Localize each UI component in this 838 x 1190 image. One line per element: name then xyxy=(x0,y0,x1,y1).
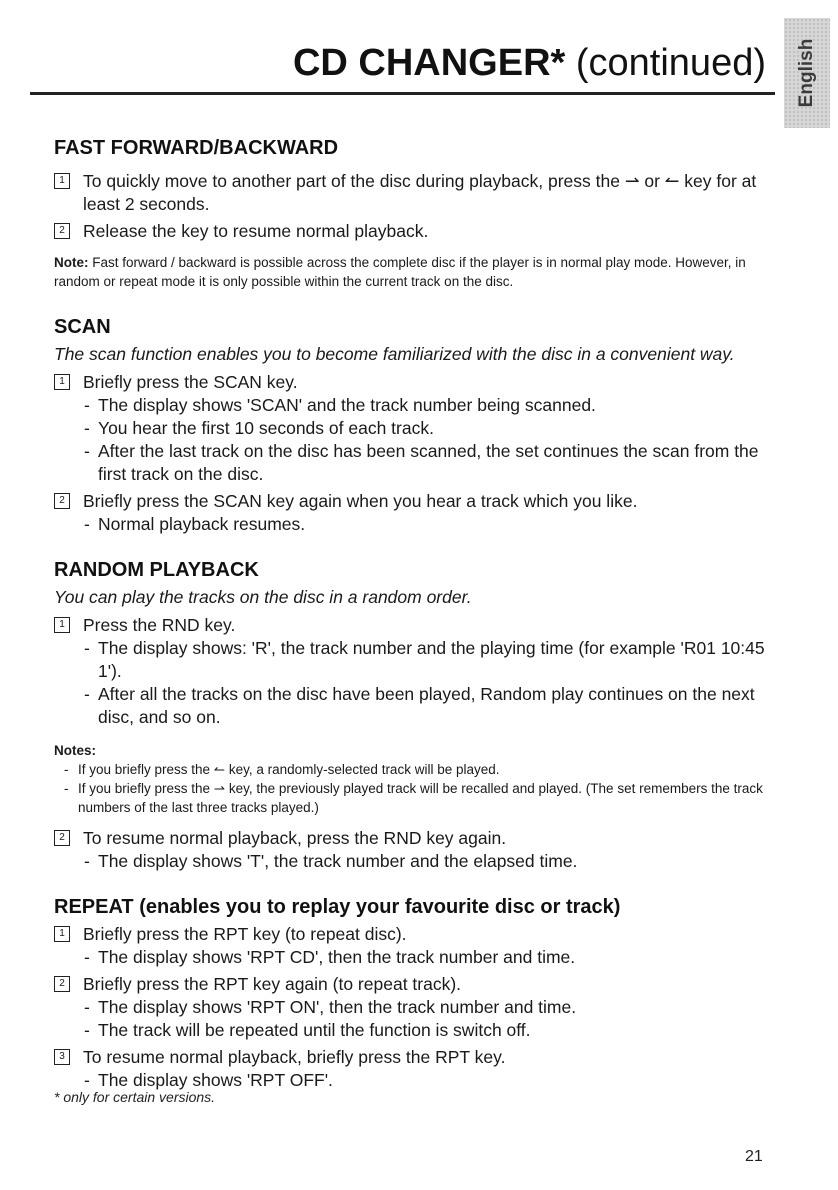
step-text: Briefly press the RPT key (to repeat disc). xyxy=(83,924,407,944)
fast-forward-heading: FAST FORWARD/BACKWARD xyxy=(54,137,339,159)
page-title xyxy=(293,42,766,85)
step-number-box: 1 xyxy=(54,926,70,942)
scan-step-2 xyxy=(54,490,774,513)
step-number-box: 2 xyxy=(54,976,70,992)
language-tab xyxy=(784,18,830,128)
repeat-step-1 xyxy=(54,923,774,946)
repeat-step-3-detail: - The display shows 'RPT OFF'. xyxy=(84,1070,333,1090)
repeat-step-2-detail: - The display shows 'RPT ON', then the track number and time. xyxy=(84,997,577,1017)
fast-forward-step-1 xyxy=(54,170,774,216)
random-note: - If you briefly press the ⇀ key, the previously played track will be recalled and played. (The set remembers the track numbers of the last three tracks played.) xyxy=(64,781,763,815)
repeat-step-1-detail: - The display shows 'RPT CD', then the track number and time. xyxy=(84,947,576,967)
note-label: Note: xyxy=(54,255,89,270)
detail-text: You hear the first 10 seconds of each track. xyxy=(98,418,434,438)
step-number-box: 2 xyxy=(54,830,70,846)
step-text: Briefly press the RPT key again (to repeat track). xyxy=(83,974,462,994)
random-note: - If you briefly press the ↼ key, a randomly-selected track will be played. xyxy=(64,762,500,777)
step-text: Briefly press the SCAN key. xyxy=(83,372,298,392)
footnote: * only for certain versions. xyxy=(54,1089,216,1105)
scan-step-1-detail: - After the last track on the disc has been scanned, the set continues the scan from the first track on the disc. xyxy=(84,441,759,484)
language-tab-label: English xyxy=(796,38,817,108)
repeat-step-2-detail: - The track will be repeated until the function is switch off. xyxy=(84,1020,531,1040)
note-text: Fast forward / backward is possible across the complete disc if the player is in normal play mode. However, in random or repeat mode it is only possible within the current track on the disc. xyxy=(54,255,746,289)
step-number-box: 2 xyxy=(54,223,70,239)
detail-text: After all the tracks on the disc have been played, Random play continues on the next disc, and so on. xyxy=(98,684,755,727)
step-text: Release the key to resume normal playback. xyxy=(83,221,429,241)
page-title-main: CD CHANGER* xyxy=(292,42,566,84)
step-text: To resume normal playback, press the RND key again. xyxy=(83,828,507,848)
scan-step-1-detail: - You hear the first 10 seconds of each track. xyxy=(84,418,434,438)
step-number-box: 1 xyxy=(54,374,70,390)
page-title-continued: (continued) xyxy=(575,42,766,84)
random-intro: You can play the tracks on the disc in a random order. xyxy=(54,587,472,607)
section-fast-forward xyxy=(54,134,774,291)
random-step-1-detail: - The display shows: 'R', the track number and the playing time (for example 'R01 10:45 1'). xyxy=(84,638,765,681)
fast-forward-step-2 xyxy=(54,220,774,243)
detail-text: The display shows 'T', the track number and the elapsed time. xyxy=(98,851,578,871)
step-number-box: 1 xyxy=(54,617,70,633)
note-text: If you briefly press the ⇀ key, the previously played track will be recalled and played. (The set remembers the track numbers of the last three tracks played.) xyxy=(78,781,763,815)
scan-step-2-detail: - Normal playback resumes. xyxy=(84,514,306,534)
detail-text: The display shows 'SCAN' and the track number being scanned. xyxy=(98,395,596,415)
repeat-heading: REPEAT (enables you to replay your favourite disc or track) xyxy=(54,896,621,918)
random-step-2 xyxy=(54,827,774,850)
random-heading: RANDOM PLAYBACK xyxy=(54,559,259,581)
repeat-step-3 xyxy=(54,1046,774,1069)
detail-text: The display shows 'RPT OFF'. xyxy=(98,1070,333,1090)
scan-step-1 xyxy=(54,371,774,394)
random-step-2-detail: - The display shows 'T', the track number and the elapsed time. xyxy=(84,851,578,871)
step-text: To quickly move to another part of the disc during playback, press the ⇀ or ↼ key for at least 2 seconds. xyxy=(83,171,757,214)
step-text: To resume normal playback, briefly press the RPT key. xyxy=(83,1047,506,1067)
detail-text: Normal playback resumes. xyxy=(98,514,306,534)
section-repeat xyxy=(54,893,774,1092)
random-step-1 xyxy=(54,614,774,637)
detail-text: The display shows 'RPT ON', then the track number and time. xyxy=(98,997,577,1017)
step-number-box: 3 xyxy=(54,1049,70,1065)
repeat-step-2 xyxy=(54,973,774,996)
random-notes-title: Notes: xyxy=(54,743,97,758)
detail-text: The display shows: 'R', the track number and the playing time (for example 'R01 10:45 1'). xyxy=(98,638,765,681)
title-rule xyxy=(30,92,775,95)
scan-intro: The scan function enables you to become familiarized with the disc in a convenient way. xyxy=(54,344,735,364)
detail-text: The display shows 'RPT CD', then the track number and time. xyxy=(98,947,576,967)
random-step-1-detail: - After all the tracks on the disc have been played, Random play continues on the next disc, and so on. xyxy=(84,684,755,727)
note-text: If you briefly press the ↼ key, a randomly-selected track will be played. xyxy=(78,762,500,777)
step-text: Press the RND key. xyxy=(83,615,236,635)
section-random-playback xyxy=(54,556,774,873)
page-number: 21 xyxy=(745,1148,763,1165)
detail-text: After the last track on the disc has been scanned, the set continues the scan from the first track on the disc. xyxy=(98,441,759,484)
step-text: Briefly press the SCAN key again when you hear a track which you like. xyxy=(83,491,638,511)
scan-heading: SCAN xyxy=(54,316,111,338)
fast-forward-note xyxy=(54,253,774,291)
detail-text: The track will be repeated until the function is switch off. xyxy=(98,1020,531,1040)
scan-step-1-detail: - The display shows 'SCAN' and the track number being scanned. xyxy=(84,395,596,415)
step-number-box: 2 xyxy=(54,493,70,509)
step-number-box: 1 xyxy=(54,173,70,189)
page-content xyxy=(54,134,774,1092)
section-scan xyxy=(54,313,774,536)
